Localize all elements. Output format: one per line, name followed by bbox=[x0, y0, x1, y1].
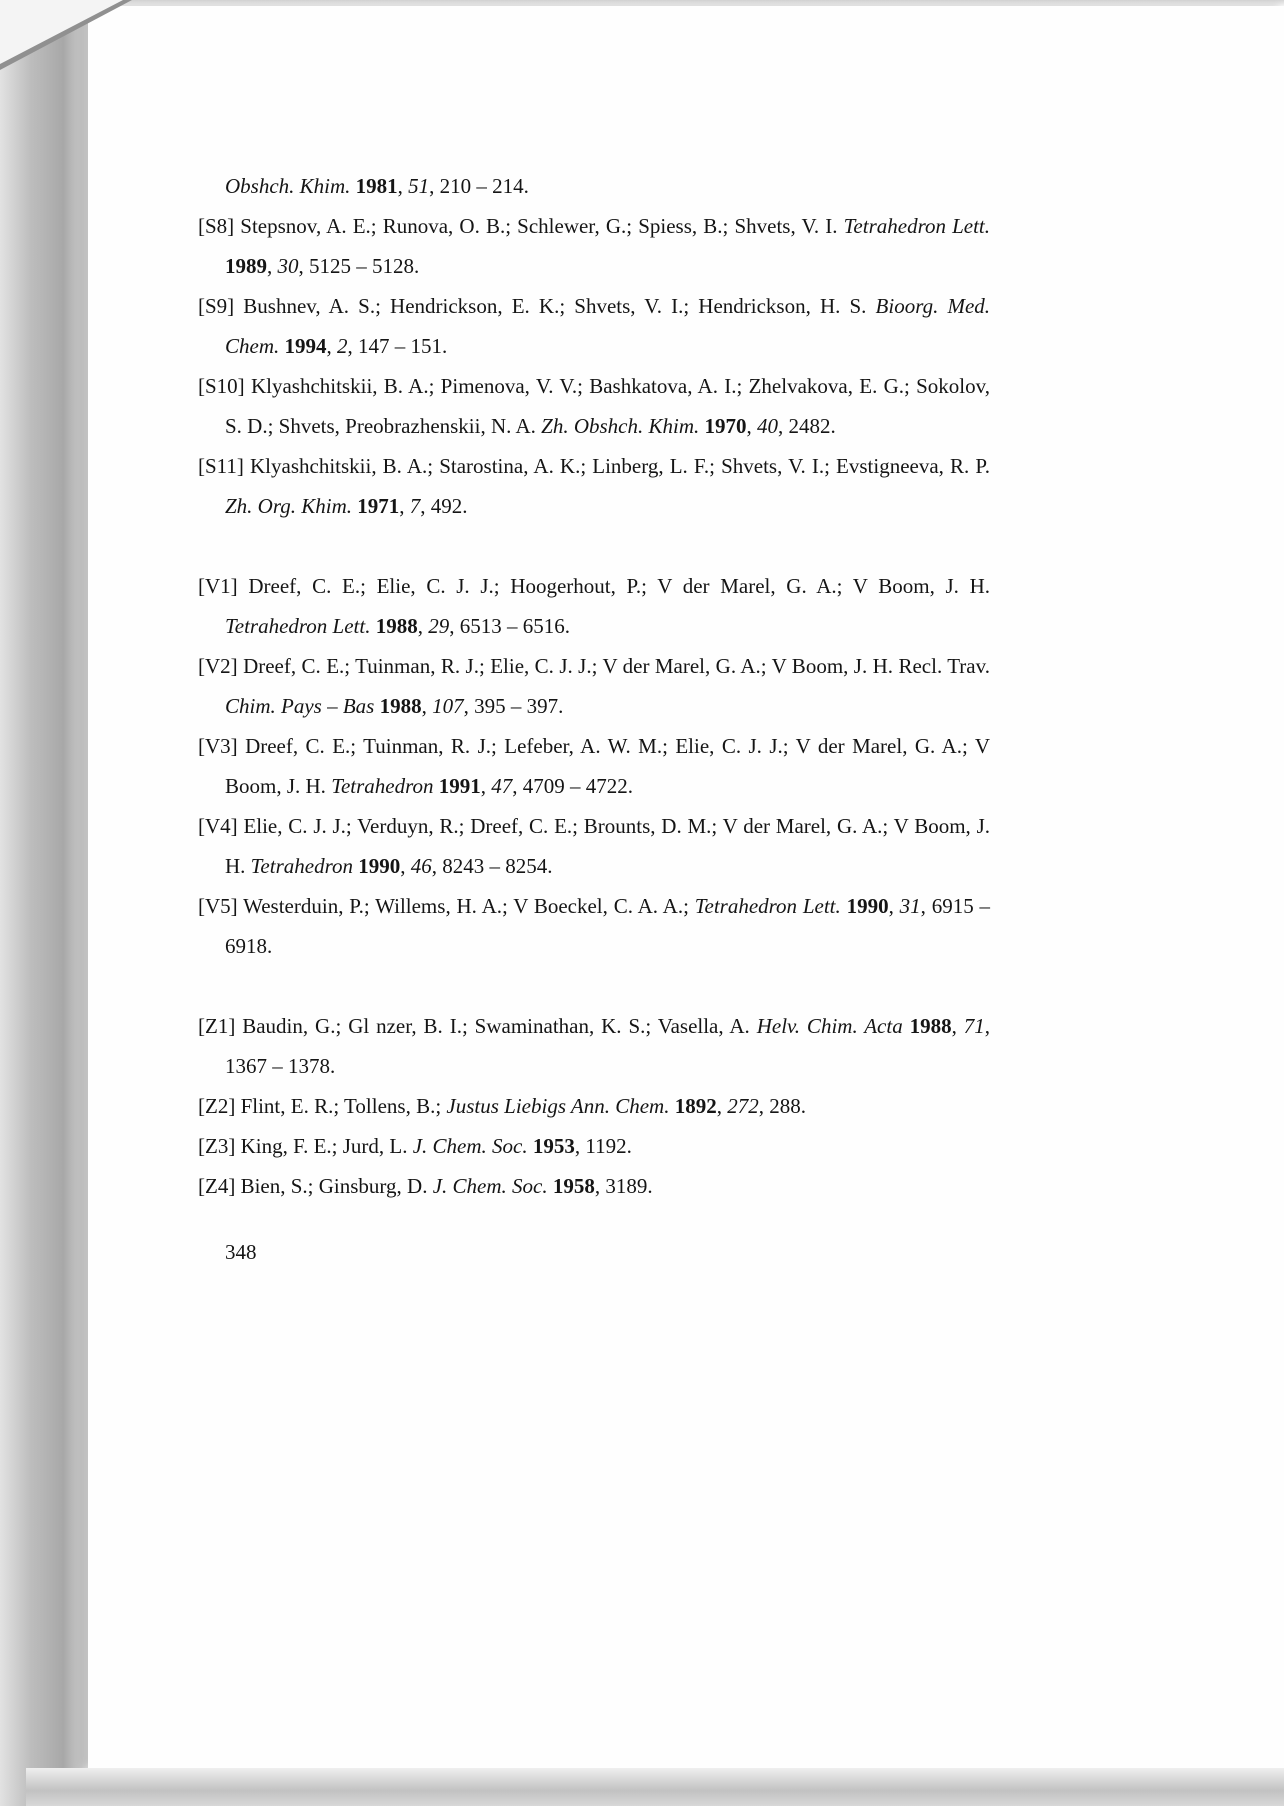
reference-text-segment: Justus Liebigs Ann. Chem. bbox=[446, 1094, 675, 1118]
reference-text-segment: Chim. Pays – Bas bbox=[225, 694, 380, 718]
reference-label: [V4] bbox=[198, 814, 238, 838]
reference-text-segment: 1958 bbox=[552, 1174, 595, 1198]
reference-text-segment: 1988 bbox=[375, 614, 418, 638]
reference-text-segment: , 1367 – 1378. bbox=[225, 1014, 991, 1078]
reference-text-segment: , 6915 – 6918. bbox=[225, 894, 991, 958]
reference-label: [V1] bbox=[198, 574, 238, 598]
reference-entry bbox=[198, 286, 990, 366]
reference-text-segment: , bbox=[399, 494, 410, 518]
reference-text-segment: 1953 bbox=[532, 1134, 575, 1158]
reference-text-segment: 71 bbox=[963, 1014, 985, 1038]
reference-text-segment: Helv. Chim. Acta bbox=[756, 1014, 910, 1038]
reference-group bbox=[198, 166, 990, 526]
reference-label: [Z3] bbox=[198, 1134, 236, 1158]
reference-text-segment: , bbox=[888, 894, 900, 918]
reference-text-segment: 1988 bbox=[909, 1014, 952, 1038]
reference-text-segment: Bushnev, A. S.; Hendrickson, E. K.; Shvets, V. I.; Hendrickson, H. S. bbox=[243, 294, 876, 318]
reference-text-segment: , bbox=[716, 1094, 728, 1118]
reference-text-segment: Obshch. Khim. bbox=[225, 174, 356, 198]
reference-label: [S10] bbox=[198, 374, 245, 398]
reference-text-segment: Dreef, C. E.; Tuinman, R. J.; Lefeber, A. W. M.; Elie, C. J. J.; V der Marel, G. A.; V Boom, J. H. bbox=[225, 734, 990, 798]
page-content bbox=[198, 166, 990, 1272]
reference-text-segment: , bbox=[746, 414, 758, 438]
reference-text-segment: Elie, C. J. J.; Verduyn, R.; Dreef, C. E.; Brounts, D. M.; V der Marel, G. A.; V Boom, J. H. bbox=[225, 814, 990, 878]
reference-entry bbox=[198, 1006, 990, 1086]
reference-text-segment: J. Chem. Soc. bbox=[432, 1174, 553, 1198]
reference-text-segment: , bbox=[397, 174, 409, 198]
reference-text-segment: J. Chem. Soc. bbox=[412, 1134, 533, 1158]
reference-text-segment: Tetrahedron bbox=[331, 774, 439, 798]
reference-text-segment: Baudin, G.; Gl nzer, B. I.; Swaminathan, K. S.; Vasella, A. bbox=[242, 1014, 757, 1038]
reference-label: [V2] bbox=[198, 654, 238, 678]
reference-text-segment: , 210 – 214. bbox=[429, 174, 529, 198]
reference-text-segment: 1988 bbox=[379, 694, 422, 718]
reference-entry bbox=[198, 366, 990, 446]
reference-text-segment: Tetrahedron bbox=[250, 854, 359, 878]
reference-text-segment: King, F. E.; Jurd, L. bbox=[240, 1134, 413, 1158]
reference-entry bbox=[198, 646, 990, 726]
reference-text-segment: Tetrahedron Lett. bbox=[843, 214, 991, 238]
reference-text-segment: 31 bbox=[899, 894, 921, 918]
reference-text-segment: 30 bbox=[277, 254, 299, 278]
reference-text-segment: , bbox=[421, 694, 433, 718]
reference-text-segment: , bbox=[400, 854, 411, 878]
reference-text-segment: 272 bbox=[727, 1094, 759, 1118]
reference-text-segment: , 2482. bbox=[778, 414, 836, 438]
reference-label: [V3] bbox=[198, 734, 238, 758]
page-corner-fold bbox=[0, 0, 123, 64]
reference-text-segment: Tetrahedron Lett. bbox=[225, 614, 376, 638]
reference-group bbox=[198, 1006, 990, 1206]
reference-text-segment: Zh. Obshch. Khim. bbox=[541, 414, 705, 438]
reference-label: [S11] bbox=[198, 454, 244, 478]
reference-entry bbox=[198, 726, 990, 806]
reference-text-segment: , bbox=[951, 1014, 964, 1038]
reference-list bbox=[198, 166, 990, 1206]
reference-text-segment: , bbox=[326, 334, 337, 358]
reference-entry bbox=[198, 806, 990, 886]
reference-text-segment: , 288. bbox=[758, 1094, 806, 1118]
reference-text-segment: Dreef, C. E.; Tuinman, R. J.; Elie, C. J. J.; V der Marel, G. A.; V Boom, J. H. Recl. Trav. bbox=[243, 654, 991, 678]
page-number: 348 bbox=[225, 1240, 257, 1264]
reference-text-segment: , 147 – 151. bbox=[347, 334, 448, 358]
reference-entry bbox=[198, 1126, 990, 1166]
reference-text-segment: 1981 bbox=[355, 174, 398, 198]
reference-label: [Z1] bbox=[198, 1014, 236, 1038]
reference-text-segment: , 8243 – 8254. bbox=[431, 854, 553, 878]
reference-label: [Z2] bbox=[198, 1094, 236, 1118]
reference-text-segment: Tetrahedron Lett. bbox=[694, 894, 847, 918]
reference-text-segment: 1990 bbox=[358, 854, 401, 878]
reference-text-segment: Dreef, C. E.; Elie, C. J. J.; Hoogerhout, P.; V der Marel, G. A.; V Boom, J. H. bbox=[248, 574, 991, 598]
reference-text-segment: 2 bbox=[337, 334, 348, 358]
reference-text-segment: , 492. bbox=[420, 494, 468, 518]
reference-entry bbox=[198, 886, 990, 966]
reference-text-segment: , 5125 – 5128. bbox=[298, 254, 420, 278]
reference-text-segment: 1970 bbox=[704, 414, 747, 438]
reference-label: [Z4] bbox=[198, 1174, 236, 1198]
reference-text-segment: , bbox=[267, 254, 278, 278]
reference-label: [V5] bbox=[198, 894, 238, 918]
reference-entry bbox=[198, 1166, 990, 1206]
reference-text-segment: Zh. Org. Khim. bbox=[225, 494, 358, 518]
reference-entry bbox=[198, 166, 990, 206]
reference-text-segment: , bbox=[417, 614, 429, 638]
reference-text-segment: 46 bbox=[410, 854, 432, 878]
reference-text-segment: Westerduin, P.; Willems, H. A.; V Boeckel, C. A. A.; bbox=[243, 894, 695, 918]
reference-text-segment: Flint, E. R.; Tollens, B.; bbox=[240, 1094, 447, 1118]
reference-text-segment: 1990 bbox=[846, 894, 889, 918]
reference-text-segment: 1991 bbox=[438, 774, 481, 798]
reference-text-segment: 47 bbox=[491, 774, 513, 798]
reference-text-segment: Bioorg. Med. Chem. bbox=[225, 294, 991, 358]
reference-label: [S9] bbox=[198, 294, 235, 318]
reference-text-segment: , 4709 – 4722. bbox=[512, 774, 633, 798]
reference-label: [S8] bbox=[198, 214, 235, 238]
reference-entry bbox=[198, 446, 990, 526]
reference-text-segment: Stepsnov, A. E.; Runova, O. B.; Schlewer, G.; Spiess, B.; Shvets, V. I. bbox=[240, 214, 844, 238]
reference-text-segment: 40 bbox=[757, 414, 779, 438]
book-left-edge bbox=[0, 0, 88, 1806]
reference-text-segment: , 1192. bbox=[574, 1134, 632, 1158]
reference-entry bbox=[198, 1086, 990, 1126]
reference-text-segment: 1971 bbox=[357, 494, 400, 518]
reference-text-segment: , bbox=[480, 774, 492, 798]
book-bottom-edge bbox=[26, 1768, 1284, 1806]
reference-text-segment: , 6513 – 6516. bbox=[449, 614, 570, 638]
reference-text-segment: 1892 bbox=[674, 1094, 717, 1118]
reference-text-segment: 107 bbox=[432, 694, 464, 718]
reference-text-segment: 1989 bbox=[225, 254, 267, 278]
reference-text-segment: , 395 – 397. bbox=[463, 694, 564, 718]
reference-text-segment: Bien, S.; Ginsburg, D. bbox=[240, 1174, 433, 1198]
reference-group bbox=[198, 566, 990, 966]
reference-text-segment: 29 bbox=[428, 614, 450, 638]
page-footer bbox=[198, 1232, 990, 1272]
reference-text-segment: 51 bbox=[408, 174, 430, 198]
reference-text-segment: 7 bbox=[409, 494, 421, 518]
reference-entry bbox=[198, 566, 990, 646]
reference-text-segment: , 3189. bbox=[594, 1174, 653, 1198]
reference-text-segment: 1994 bbox=[284, 334, 327, 358]
reference-entry bbox=[198, 206, 990, 286]
reference-text-segment: Klyashchitskii, B. A.; Pimenova, V. V.; Bashkatova, A. I.; Zhelvakova, E. G.; Sokolov, S. D.; Shvets, Preobrazhenskii, N. A. bbox=[225, 374, 991, 438]
reference-text-segment: Klyashchitskii, B. A.; Starostina, A. K.; Linberg, L. F.; Shvets, V. I.; Evstigneeva, R. P. bbox=[250, 454, 990, 478]
